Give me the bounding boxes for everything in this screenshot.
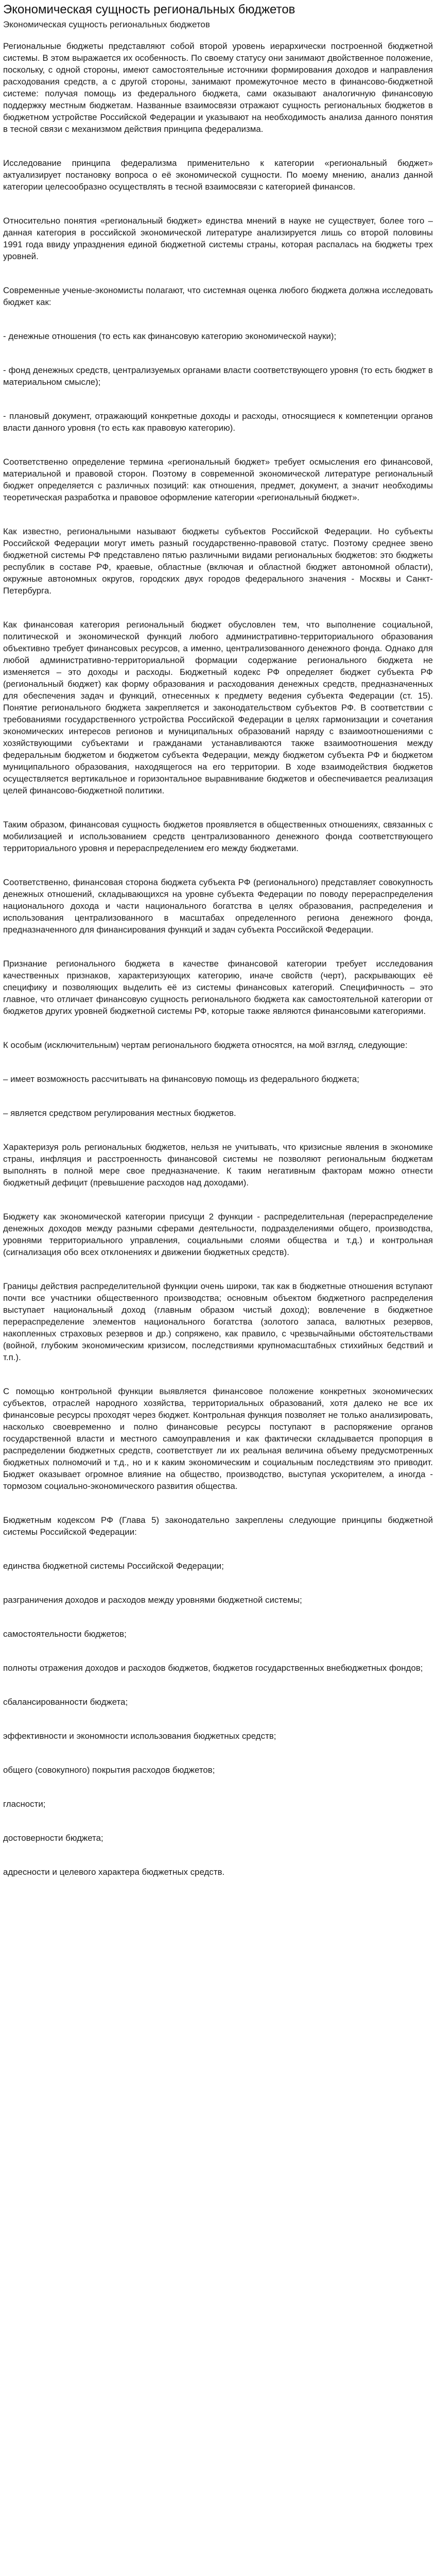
body-paragraph: достоверности бюджета; xyxy=(3,1833,103,1843)
body-paragraph: Характеризуя роль региональных бюджетов, нельзя не учитывать, что кризисные явления в экономике страны, инфляция и расстроенность финансовой системы не позволяют региональным бюджетам выполнять в полной мере свое предназначение. К таким негативным факторам можно отнести бюджетный дефицит (превышение расходов над доходами). xyxy=(3,1142,433,1188)
body-paragraph: Соответственно, финансовая сторона бюджета субъекта РФ (регионального) представляет совокупность денежных отношений, складывающихся на уровне субъекта Федерации по поводу перераспределения национального дохода и части национального богатства в целях образования, распределения и использования централизованного в масштабах определенного региона денежного фонда, предназначенного для финансирования функций и задач субъекта Российской Федерации. xyxy=(3,877,433,935)
body-paragraph: Современные ученые-экономисты полагают, что системная оценка любого бюджета должна исследовать бюджет как: xyxy=(3,285,433,307)
body-paragraph: Признание регионального бюджета в качестве финансовой категории требует исследования качественных признаков, характеризующих категорию, иначе свойств (черт), раскрывающих её специфику и позволяющих выделить её из системы финансовых категорий. Специфичность – это главное, что отличает финансовую сущность регионального бюджета как самостоятельной категории от бюджетов других уровней бюджетной системы РФ, которые также являются финансовыми категориями. xyxy=(3,959,433,1016)
body-paragraph: С помощью контрольной функции выявляется финансовое положение конкретных экономических субъектов, отраслей народного хозяйства, территориальных образований, хотя далеко не все их финансовые ресурсы проходят через бюджет. Контрольная функция позволяет не только анализировать, насколько своевременно и полно финансовые ресурсы поступают в распоряжение органов государственной власти и местного самоуправления и как фактически складывается пропорция в распределении бюджетных средств, соответствует ли их реальная величина объему предусмотренных бюджетных полномочий и т.д., но и к каким экономическим и социальным последствиям это приводит. Бюджет оказывает огромное влияние на общество, производство, выступая ускорителем, а иногда - тормозом социально-экономического развития общества. xyxy=(3,1386,433,1491)
body-paragraph: Как финансовая категория региональный бюджет обусловлен тем, что выполнение социальной, политической и экономической функций любого административно-территориального образования объективно требует финансовых ресурсов, а именно, централизованного денежного фонда. Однако для любой административно-территориальной формации содержание регионального бюджета не изменяется – это доходы и расходы. Бюджетный кодекс РФ определяет бюджет субъекта РФ (региональный бюджет) как форму образования и расходования денежных средств, предназначенных для обеспечения задач и функций, отнесенных к предмету ведения субъекта Федерации (ст. 15). Понятие регионального бюджета закрепляется и законодательством субъектов РФ. В соответствии с требованиями государственного устройства Российской Федерации в целях гармонизации и сочетания экономических интересов регионов и муниципальных образований наряду с взаимоотношениями с хозяйствующими субъектами и гражданами устанавливаются также взаимоотношения между федеральным бюджетом и бюджетом субъекта Федерации, между бюджетом субъекта РФ и бюджетом муниципального образования, находящегося на его территории. В ходе взаимодействия бюджетов осуществляется вертикальное и горизонтальное выравнивание бюджетов и обеспечивается реализация целей финансово-бюджетной политики. xyxy=(3,620,433,795)
body-paragraph: Таким образом, финансовая сущность бюджетов проявляется в общественных отношениях, связанных с мобилизацией и использованием средств централизованного денежного фонда соответствующего территориального уровня и перераспределением его между бюджетами. xyxy=(3,820,433,853)
body-paragraph: - фонд денежных средств, централизуемых органами власти соответствующего уровня (то есть бюджет в материальном смысле); xyxy=(3,365,433,387)
body-paragraph: Как известно, региональными называют бюджеты субъектов Российской Федерации. Но субъекты Российской Федерации могут иметь разный государственно-правовой статус. Поэтому среднее звено бюджетной системы РФ представлено пятью различными видами региональных бюджетов: это бюджеты республик в составе РФ, краевые, областные (включая и областной бюджет автономной области), окружные автономных округов, городских двух городов федерального значения - Москвы и Санкт- Петербурга. xyxy=(3,527,433,596)
body-paragraph: сбалансированности бюджета; xyxy=(3,1697,128,1707)
page-title: Экономическая сущность региональных бюджетов xyxy=(3,3,295,16)
body-paragraph: – имеет возможность рассчитывать на финансовую помощь из федерального бюджета; xyxy=(3,1074,359,1084)
body-paragraph: Региональные бюджеты представляют собой второй уровень иерархически построенной бюджетной системы. В этом выражается их особенность. По своему статусу они занимают двойственное положение, поскольку, с одной стороны, имеют самостоятельные источники формирования доходов и направления расходования средств, а с другой стороны, занимают промежуточное место в финансово-бюджетной системе: получая помощь из федерального бюджета, сами оказывают аналогичную финансовую поддержку местным бюджетам. Названные взаимосвязи отражают сущность региональных бюджетов в бюджетном устройстве Российской Федерации и указывают на необходимость анализа данного понятия в тесной связи с механизмом действия принципа федерализма. xyxy=(3,41,433,134)
body-paragraph: Бюджету как экономической категории присущи 2 функции - распределительная (перераспределение денежных доходов между разными сферами деятельности, подразделениями общего, производства, уровнями территориального управления, социальными слоями общества и т.д.) и контрольная (сигнализация обо всех отклонениях и движении бюджетных средств). xyxy=(3,1212,433,1257)
body-paragraph: единства бюджетной системы Российской Федерации; xyxy=(3,1561,224,1571)
body-paragraph: разграничения доходов и расходов между уровнями бюджетной системы; xyxy=(3,1595,302,1605)
body-paragraph: адресности и целевого характера бюджетных средств. xyxy=(3,1867,225,1877)
body-paragraph: общего (совокупного) покрытия расходов бюджетов; xyxy=(3,1765,215,1775)
body-paragraph: Исследование принципа федерализма применительно к категории «региональный бюджет» актуализирует постановку вопроса о её экономической сущности. По моему мнению, анализ данной категории целесообразно осуществлять в тесной взаимосвязи с категорией финансов. xyxy=(3,158,433,192)
page-subtitle: Экономическая сущность региональных бюджетов xyxy=(3,20,210,29)
article-body xyxy=(3,40,433,1878)
body-paragraph: – является средством регулирования местных бюджетов. xyxy=(3,1108,236,1118)
body-paragraph: Бюджетным кодексом РФ (Глава 5) законодательно закреплены следующие принципы бюджетной системы Российской Федерации: xyxy=(3,1515,433,1537)
body-paragraph: К особым (исключительным) чертам регионального бюджета относятся, на мой взгляд, следующие: xyxy=(3,1040,408,1050)
body-paragraph: гласности; xyxy=(3,1799,46,1809)
body-paragraph: Соответственно определение термина «региональный бюджет» требует осмысления его финансовой, материальной и правовой сторон. Поэтому в современной экономической литературе региональный бюджет определяется с различных позиций: как отношения, предмет, документ, а значит необходимы теоретическая разработка и правовое оформление категории «региональный бюджет». xyxy=(3,457,433,502)
body-paragraph: Границы действия распределительной функции очень широки, так как в бюджетные отношения вступают почти все участники общественного производства; основным объектом бюджетного распределения выступает национальный доход (главным образом чистый доход); вовлечение в бюджетное перераспределение элементов национального богатства (золотого запаса, валютных резервов, накопленных страховых резервов и др.) сопряжено, как правило, с чрезвычайными обстоятельствами (войной, глубоким экономическим кризисом, последствиями крупномасштабных стихийных бедствий и т.п.). xyxy=(3,1281,433,1362)
body-paragraph: - плановый документ, отражающий конкретные доходы и расходы, относящиеся к компетенции органов власти данного уровня (то есть как правовую категорию). xyxy=(3,411,433,433)
body-paragraph: полноты отражения доходов и расходов бюджетов, бюджетов государственных внебюджетных фондов; xyxy=(3,1663,423,1673)
body-paragraph: Относительно понятия «региональный бюджет» единства мнений в науке не существует, более того – данная категория в российской экономической литературе анализируется лишь со второй половины 1991 года ввиду упразднения единой бюджетной системы страны, которая распалась на бюджеты трех уровней. xyxy=(3,216,433,261)
body-paragraph: эффективности и экономности использования бюджетных средств; xyxy=(3,1731,276,1741)
body-paragraph: самостоятельности бюджетов; xyxy=(3,1629,127,1639)
body-paragraph: - денежные отношения (то есть как финансовую категорию экономической науки); xyxy=(3,331,337,341)
